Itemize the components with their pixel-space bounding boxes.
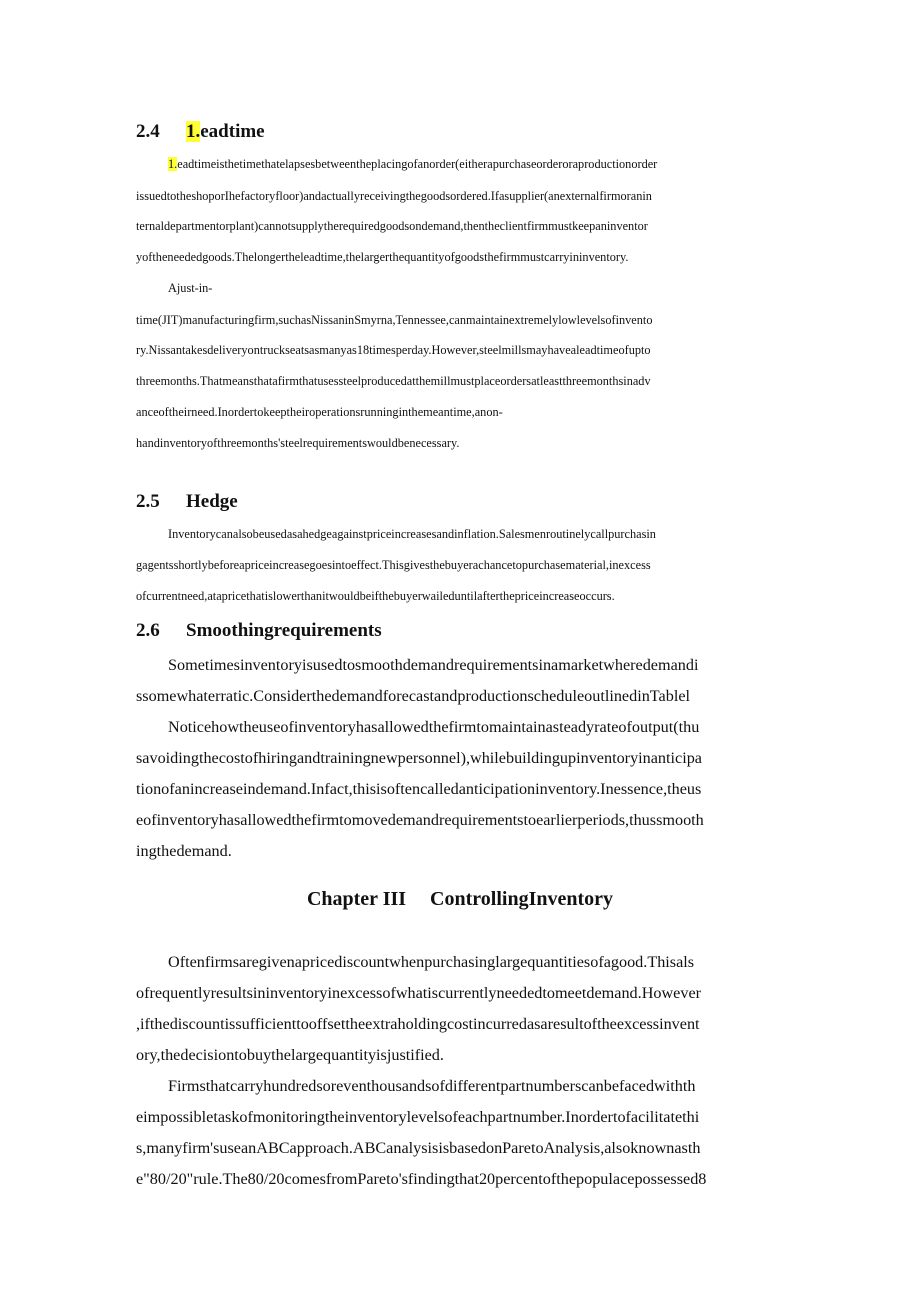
paragraph-line: ofcurrentneed,atapricethatislowerthanitwouldbeifthebuyerwaileduntilafterthepriceincreaseoccurs. [136, 589, 615, 603]
section-heading-2-5 [136, 490, 238, 514]
paragraph-line: gagentsshortlybeforeapriceincreasegoesintoeffect.Thisgivesthebuyerachancetopurchasematerial,inexcess [136, 558, 651, 572]
chapter-label: Chapter III [306, 888, 407, 910]
highlighted-text: 1. [186, 121, 201, 142]
paragraph-line: s,manyfirm'suseanABCapproach.ABCanalysisisbasedonParetoAnalysis,alsoknownasth [136, 1139, 701, 1157]
paragraph-line: Ajust-in- [168, 281, 213, 295]
section-title: eadtime [200, 121, 265, 142]
paragraph-line: ingthedemand. [136, 842, 232, 860]
paragraph-line: savoidingthecostofhiringandtrainingnewpersonnel),whilebuildingupinventoryinanticipa [136, 749, 702, 767]
paragraph-line: Firmsthatcarryhundredsoreventhousandsofdifferentpartnumberscanbefacedwithth [168, 1077, 696, 1095]
paragraph-line: ry.Nissantakesdeliveryontruckseatsasmanyas18timesperday.However,steelmillsmayhavealeadtimeofupto [136, 343, 651, 357]
chapter-heading [0, 886, 920, 912]
paragraph-line: ssomewhaterratic.ConsiderthedemandforecastandproductionscheduleoutlinedinTablel [136, 687, 691, 705]
paragraph-line: time(JIT)manufacturingfirm,suchasNissaninSmyrna,Tennessee,canmaintainextremelylowlevelsofinvento [136, 313, 653, 327]
paragraph-line: yofthenee​dedgoods.Thelongertheleadtime,thelargerthequantityofgoodsthefirmmustcarryininventory. [136, 250, 629, 264]
paragraph-line: anceoftheirneed.Inordertokeeptheiroperationsrunninginthemeantime,anon- [136, 405, 503, 419]
paragraph-line: ,ifthediscountissufficienttooffsettheextraholdingcostincurredasaresultoftheexcessinvent [136, 1015, 700, 1033]
chapter-title: ControllingInventory [430, 888, 614, 910]
paragraph-line: eofinventoryhasallowedthefirmtomovedemandrequirementstoearlierperiods,thussmooth [136, 811, 704, 829]
paragraph-line: Sometimesinventoryisusedtosmoothdemandrequirementsinamarketwheredemandi [168, 656, 699, 674]
paragraph-line: eimpossibletaskofmonitoringtheinventorylevelsofeachpartnumber.Inordertofacilitatethi [136, 1108, 700, 1126]
section-number: 2.6 [136, 620, 160, 641]
paragraph-line: issuedtotheshoporIhefactoryfloor)andactuallyreceivingthegoodsordered.Ifasupplier(anexternalfirmoranin [136, 189, 652, 203]
section-heading-2-4 [136, 120, 265, 144]
section-title: Smoothingrequirements [186, 620, 382, 641]
paragraph-line: tionofanincreaseindemand.Infact,thisisoftencalledanticipationinventory.Inessence,theus [136, 780, 702, 798]
paragraph-line: Oftenfirmsaregivenapricediscountwhenpurchasinglargequantitiesofagood.Thisals [168, 953, 695, 971]
line-text: eadtimeisthetimethatelapsesbetweentheplacingofanorder(eitherapurchaseorderoraproductionorder [177, 157, 658, 171]
paragraph-line: threemonths.Thatmeansthatafirmthatusessteelproducedatthemillmustplaceordersatleastthreemonthsinadv [136, 374, 651, 388]
paragraph-line: ternaldepartmentorplant)cannotsupplytherequiredgoodsondemand,thentheclientfirmmustkeepaninventor [136, 219, 648, 233]
paragraph-line: Noticehowtheuseofinventoryhasallowedthefirmtomaintainasteadyrateofoutput(thu [168, 718, 700, 736]
section-number: 2.4 [136, 121, 160, 142]
paragraph-line: e"80/20"rule.The80/20comesfromPareto'sfindingthat20percentofthepopulacepossessed8 [136, 1170, 707, 1188]
paragraph-line: ofrequentlyresultsininventoryinexcessofwhatiscurrentlyneededtomeetdemand.However [136, 984, 702, 1002]
section-number: 2.5 [136, 491, 160, 512]
paragraph-line: ory,thedecisiontobuythelargequantityisjustified. [136, 1046, 444, 1064]
paragraph-line [136, 154, 818, 174]
highlighted-text: 1. [168, 157, 178, 171]
paragraph-line: handinventoryofthreemonths'steelrequirementswouldbenecessary. [136, 436, 460, 450]
section-heading-2-6 [136, 619, 382, 643]
paragraph-line: Inventorycanalsobeusedasahedgeagainstpriceincreasesandinflation.Salesmenroutinelycallpurchasin [168, 527, 656, 541]
section-title: Hedge [186, 491, 238, 512]
